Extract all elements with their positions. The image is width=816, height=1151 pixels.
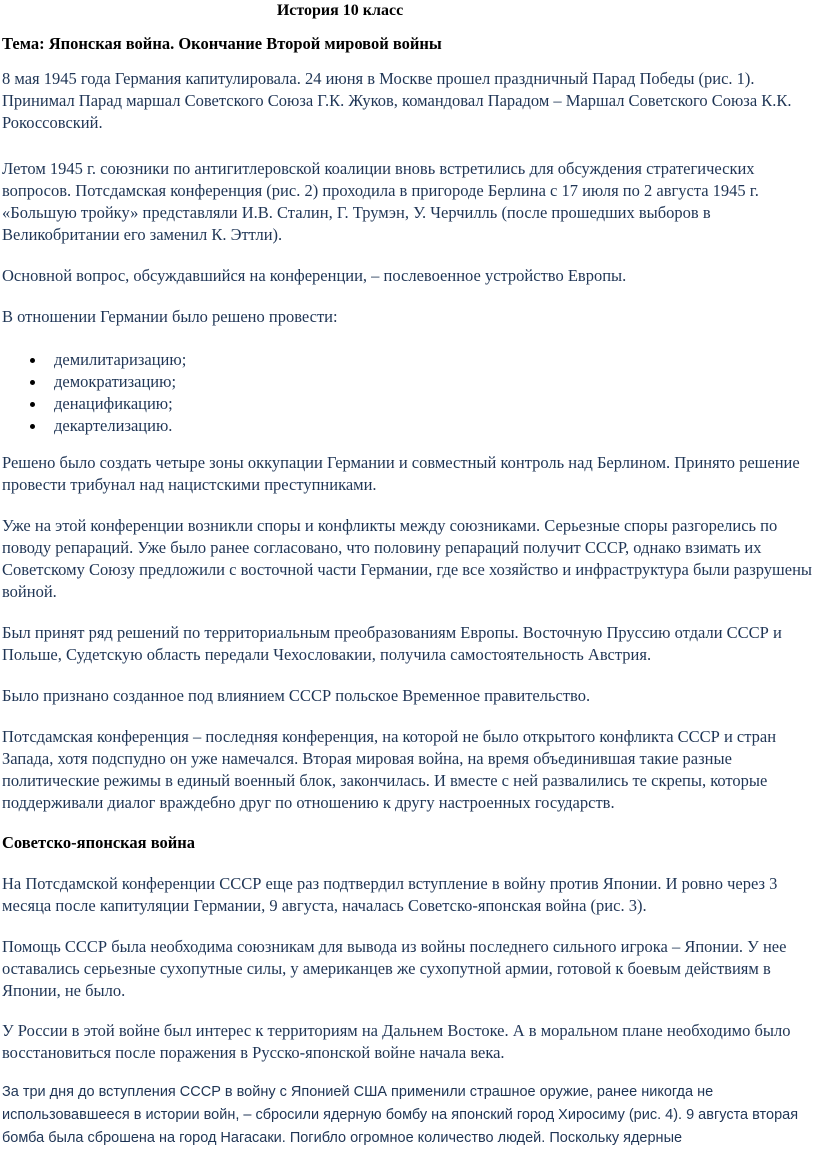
- paragraph-war-start: На Потсдамской конференции СССР еще раз подтвердил вступление в войну против Японии. И ровно через 3 месяца после капитуляции Германии, 9 августа, началась Советско-японская война (рис. 3).: [2, 874, 778, 915]
- bullet-icon: [30, 380, 35, 385]
- bullet-icon: [30, 358, 35, 363]
- paragraph-germany-decisions: В отношении Германии было решено провести:: [2, 307, 338, 326]
- lesson-topic: Тема: Японская война. Окончание Второй мировой войны: [2, 34, 442, 53]
- paragraph-atomic-bombs: За три дня до вступления СССР в войну с Японией США применили страшное оружие, ранее никогда не использовавшееся в истории войн, – сбросили ядерную бомбу на японский город Хиросиму (рис. 4). 9 августа вторая бомба была сброшена на город Нагасаки. Погибло огромное количество людей. Поскольку ядерные: [2, 1084, 799, 1146]
- paragraph-occupation-zones: Решено было создать четыре зоны оккупации Германии и совместный контроль над Берлином. Принято решение провести трибунал над нацистскими преступниками.: [2, 453, 800, 494]
- paragraph-ussr-help: Помощь СССР была необходима союзникам для вывода из войны последнего сильного игрока – Японии. У нее оставались серьезные сухопутные силы, у американцев же сухопутной армии, готовой к боевым действиям в Японии, не было.: [2, 937, 787, 1000]
- measures-list: [0, 349, 186, 437]
- paragraph-polish-government: Было признано созданное под влиянием СССР польское Временное правительство.: [2, 686, 591, 705]
- list-item: демократизацию;: [0, 371, 186, 393]
- list-item: декартелизацию.: [0, 415, 186, 437]
- paragraph-victory-parade: 8 мая 1945 года Германия капитулировала. 24 июня в Москве прошел праздничный Парад Победы (рис. 1). Принимал Парад маршал Советского Союза Г.К. Жуков, командовал Парадом – Маршал Советского Союза К.К. Рокоссовский.: [2, 69, 792, 132]
- bullet-icon: [30, 402, 35, 407]
- paragraph-last-conference: Потсдамская конференция – последняя конференция, на которой не было открытого конфликта СССР и стран Запада, хотя подспудно он уже намечался. Вторая мировая война, на время объединившая такие разные политические режимы в единый военный блок, закончилась. И вместе с ней развалились те скрепы, которые поддерживали диалог враждебно друг по отношению к другу настроенных государств.: [2, 727, 777, 812]
- list-item: денацификацию;: [0, 393, 186, 415]
- paragraph-potsdam-conference: Летом 1945 г. союзники по антигитлеровской коалиции вновь встретились для обсуждения стратегических вопросов. Потсдамская конференция (рис. 2) проходила в пригороде Берлина с 17 июля по 2 августа 1945 г. «Большую тройку» представляли И.В. Сталин, Г. Трумэн, У. Черчилль (после прошедших выборов в Великобритании его заменил К. Эттли).: [2, 159, 759, 244]
- paragraph-main-question: Основной вопрос, обсуждавшийся на конференции, – послевоенное устройство Европы.: [2, 266, 627, 285]
- paragraph-territorial-changes: Был принят ряд решений по территориальным преобразованиям Европы. Восточную Пруссию отдали СССР и Польше, Судетскую область передали Чехословакии, получила самостоятельность Австрия.: [2, 623, 782, 664]
- section-heading: Советско-японская война: [2, 833, 196, 852]
- bullet-icon: [30, 424, 35, 429]
- paragraph-reparations: Уже на этой конференции возникли споры и конфликты между союзниками. Серьезные споры разгорелись по поводу репараций. Уже было ранее согласовано, что половину репараций получит СССР, однако взимать их Советскому Союзу предложили с восточной части Германии, где все хозяйство и инфраструктура были разрушены войной.: [2, 516, 812, 601]
- list-item: демилитаризацию;: [0, 349, 186, 371]
- document-title: История 10 класс: [276, 2, 404, 19]
- paragraph-russia-interest: У России в этой войне был интерес к территориям на Дальнем Востоке. А в моральном плане необходимо было восстановиться после поражения в Русско-японской войне начала века.: [2, 1021, 791, 1062]
